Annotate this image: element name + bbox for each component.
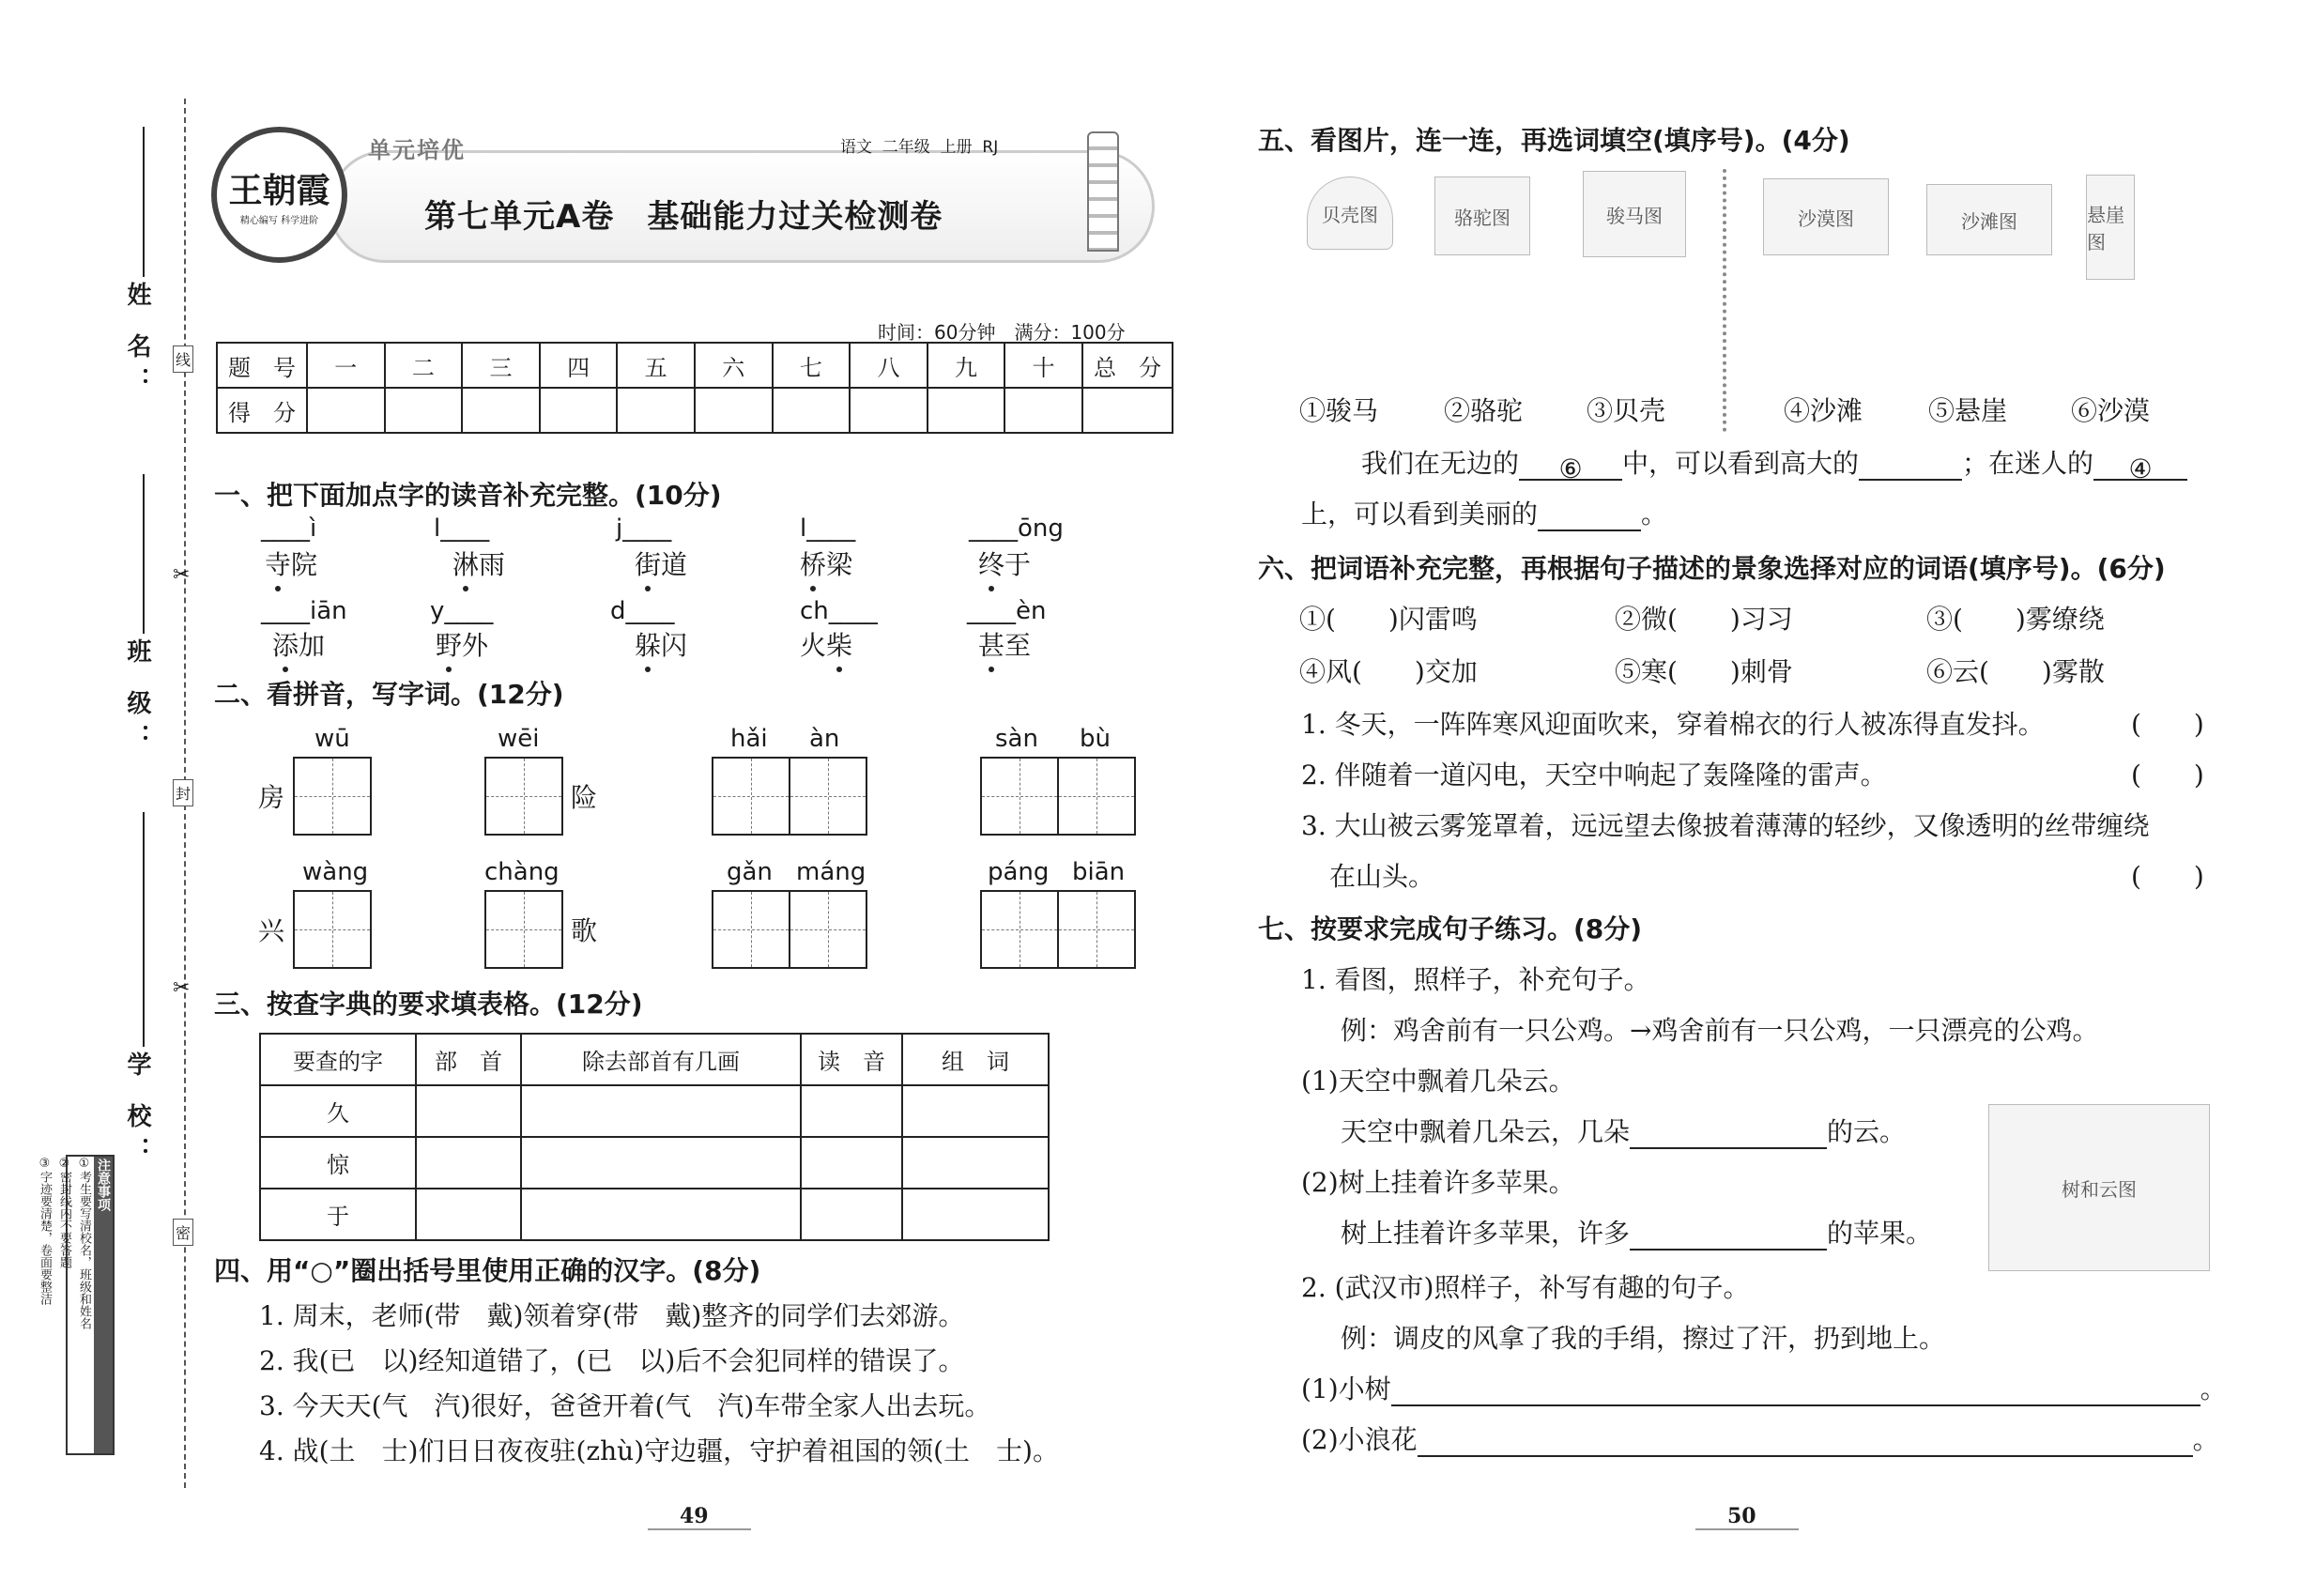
dict-input[interactable] (801, 1137, 902, 1189)
q2-write-box[interactable] (712, 890, 790, 969)
q1-pinyin[interactable]: l____ (434, 514, 490, 543)
name-label: 姓 名： (123, 282, 151, 402)
dict-char: 久 (260, 1085, 416, 1137)
q2-pinyin: biān (1072, 858, 1126, 886)
page-ornament-left (648, 1528, 751, 1530)
dict-input[interactable] (521, 1137, 801, 1189)
note-1: ①考生要写清校名，班级和姓名 (77, 1157, 91, 1329)
q2-write-box[interactable] (484, 890, 563, 969)
q2-title: 二、看拼音，写字词。(12分) (214, 679, 564, 710)
q7-item-2-fill: 树上挂着许多苹果，许多 的苹果。 (1341, 1218, 1933, 1249)
q2-write-box[interactable] (789, 757, 867, 836)
score-cell: 四 (540, 343, 618, 388)
q1-word: 街道 (635, 549, 688, 580)
q2-write-box[interactable] (712, 757, 790, 836)
dict-input[interactable] (521, 1189, 801, 1240)
page-title: 第七单元A卷 基础能力过关检测卷 (424, 198, 943, 236)
q6-title: 六、把词语补充完整，再根据句子描述的景象选择对应的词语(填序号)。(6分) (1258, 553, 2166, 584)
q5-option: ③贝壳 (1587, 395, 1666, 426)
q2-pinyin: máng (796, 858, 866, 886)
q1-pinyin[interactable]: ____ōng (969, 514, 1064, 543)
q6-sentence: 2. 伴随着一道闪电，天空中响起了轰隆隆的雷声。 (1301, 760, 1887, 790)
q4-title: 四、用“○”圈出括号里使用正确的汉字。(8分) (214, 1255, 761, 1286)
dict-header: 组 词 (902, 1034, 1049, 1085)
q1-pinyin[interactable]: j____ (616, 514, 672, 543)
score-cell: 一 (307, 343, 385, 388)
school-label: 学 校： (123, 1051, 151, 1172)
dict-header: 部 首 (416, 1034, 521, 1085)
dict-header: 除去部首有几画 (521, 1034, 801, 1085)
dict-input[interactable] (902, 1189, 1049, 1240)
line-mark-xian: 线 (173, 345, 193, 373)
q2-write-box[interactable] (789, 890, 867, 969)
dict-input[interactable] (416, 1085, 521, 1137)
connect-dots-line (1723, 169, 1726, 432)
picture-horse: 骏马图 (1583, 171, 1686, 257)
score-cell: 八 (850, 343, 928, 388)
q5-option: ④沙滩 (1784, 395, 1863, 426)
q5-sentence-1: 我们在无边的 ⑥ 中，可以看到高大的 ；在迷人的 ④ (1361, 447, 2187, 481)
q7-item-1: (1)天空中飘着几朵云。 (1301, 1066, 1575, 1097)
dict-char: 于 (260, 1189, 416, 1240)
q2-pinyin: chàng (484, 858, 560, 886)
q6-answer[interactable]: ( ) (2131, 861, 2204, 892)
q7-write-line-2[interactable] (1418, 1429, 2193, 1457)
q7-write-line-1[interactable] (1391, 1378, 2200, 1406)
q6-word[interactable]: ③( )雾缭绕 (1926, 604, 2105, 635)
q1-title: 一、把下面加点字的读音补充完整。(10分) (214, 480, 722, 511)
picture-shell: 贝壳图 (1307, 176, 1393, 250)
q2-pre: 兴 (258, 915, 285, 946)
score-cell: 十 (1004, 343, 1082, 388)
score-cell: 九 (928, 343, 1005, 388)
q6-sentence: 在山头。 (1329, 861, 1435, 892)
score-input[interactable] (695, 388, 773, 433)
line-mark-mi: 密 (173, 1219, 193, 1246)
q2-pinyin: wū (314, 725, 350, 753)
q2-write-box[interactable] (980, 890, 1059, 969)
q5-option: ⑤悬崖 (1928, 395, 2008, 426)
picture-beach: 沙滩图 (1926, 184, 2052, 255)
q1-pinyin[interactable]: ch____ (800, 597, 878, 625)
q2-post: 歌 (571, 915, 598, 946)
q7-part2: 2. (武汉市)照样子，补写有趣的句子。 (1301, 1272, 1750, 1303)
lighthouse-icon (1087, 131, 1119, 252)
q6-word[interactable]: ④风( )交加 (1299, 656, 1478, 687)
dict-header: 要查的字 (260, 1034, 416, 1085)
q1-word: 桥梁 (800, 549, 853, 580)
scissors-icon: ✂ (173, 563, 191, 587)
q2-write-box[interactable] (1057, 890, 1136, 969)
q2-write-box[interactable] (293, 757, 372, 836)
q7-example-2: 例：调皮的风拿了我的手绢，擦过了汗，扔到地上。 (1341, 1323, 1946, 1354)
q2-write-box[interactable] (484, 757, 563, 836)
q2-pinyin: gǎn (727, 858, 773, 886)
score-input[interactable] (617, 388, 695, 433)
q5-blank-3[interactable]: ④ (2093, 453, 2187, 481)
logo-text: 王朝霞 (228, 170, 330, 210)
q2-pinyin: páng (988, 858, 1050, 886)
q6-word[interactable]: ⑤寒( )刺骨 (1615, 656, 1793, 687)
page-ornament-right (1695, 1528, 1799, 1530)
q1-word: 寺院 (265, 549, 318, 580)
class-line (143, 474, 145, 634)
q1-word: 添加 (272, 630, 326, 661)
q4-line[interactable]: 3. 今天天(气 汽)很好，爸爸开着(气 汽)车带全家人出去玩。 (259, 1390, 991, 1421)
score-cell-total: 总 分 (1082, 343, 1173, 388)
q5-option: ①骏马 (1299, 395, 1379, 426)
note-2: ②密封线内不要答题 (57, 1157, 71, 1268)
dict-input[interactable] (801, 1085, 902, 1137)
score-cell: 二 (385, 343, 463, 388)
school-line (143, 812, 145, 1047)
q2-pre: 房 (258, 782, 285, 813)
q5-blank-2[interactable] (1859, 453, 1962, 481)
score-input[interactable] (385, 388, 463, 433)
score-input[interactable] (307, 388, 385, 433)
q1-word: 躲闪 (635, 630, 688, 661)
q7-blank-1[interactable] (1630, 1121, 1827, 1149)
page-number-right: 50 (1727, 1504, 1756, 1528)
q6-sentence: 3. 大山被云雾笼罩着，远远望去像披着薄薄的轻纱，又像透明的丝带缠绕 (1301, 810, 2150, 841)
q1-word: 野外 (436, 630, 489, 661)
dict-input[interactable] (521, 1085, 801, 1137)
q5-blank-1[interactable]: ⑥ (1519, 453, 1622, 481)
q4-line[interactable]: 2. 我(已 以)经知道错了，(已 以)后不会犯同样的错误了。 (259, 1345, 965, 1376)
logo-sub: 精心编写 科学进阶 (239, 215, 319, 226)
dict-input[interactable] (902, 1137, 1049, 1189)
header-meta: 语文 二年级 上册 RJ (840, 138, 999, 157)
score-cell-label: 题 号 (217, 343, 307, 388)
dict-char: 惊 (260, 1137, 416, 1189)
q2-write-box[interactable] (980, 757, 1059, 836)
note-3: ③字迹要清楚，卷面要整洁 (38, 1157, 52, 1305)
q5-option: ⑥沙漠 (2071, 395, 2151, 426)
score-input[interactable] (928, 388, 1005, 433)
q7-item-1-fill: 天空中飘着几朵云，几朵 的云。 (1341, 1116, 1907, 1147)
score-input[interactable] (462, 388, 540, 433)
q7-example-1: 例：鸡舍前有一只公鸡。→鸡舍前有一只公鸡，一只漂亮的公鸡。 (1341, 1015, 2099, 1046)
score-cell: 七 (773, 343, 851, 388)
q6-answer[interactable]: ( ) (2131, 709, 2204, 740)
series-label: 单元培优 (368, 137, 466, 163)
page-number-left: 49 (680, 1504, 709, 1528)
q1-pinyin[interactable]: ____èn (967, 597, 1047, 625)
q1-word: 甚至 (978, 630, 1032, 661)
score-input[interactable] (1004, 388, 1082, 433)
q1-word: 火柴 (800, 630, 853, 661)
notes-box (38, 1155, 115, 1455)
score-cell: 六 (695, 343, 773, 388)
q1-pinyin[interactable]: l____ (800, 514, 856, 543)
dict-input[interactable] (416, 1137, 521, 1189)
score-cell: 五 (617, 343, 695, 388)
q6-word[interactable]: ②微( )习习 (1615, 604, 1793, 635)
q6-word[interactable]: ①( )闪雷鸣 (1299, 604, 1478, 635)
score-input[interactable] (1082, 388, 1173, 433)
q6-word[interactable]: ⑥云( )雾散 (1926, 656, 2105, 687)
dict-header: 读 音 (801, 1034, 902, 1085)
picture-camel: 骆驼图 (1434, 176, 1530, 255)
score-table (216, 342, 1173, 434)
q7-title: 七、按要求完成句子练习。(8分) (1258, 913, 1643, 944)
dictionary-table (259, 1033, 1050, 1241)
q1-pinyin[interactable]: ____iān (261, 597, 347, 625)
picture-cliff: 悬崖图 (2086, 175, 2135, 280)
q1-pinyin[interactable]: d____ (610, 597, 675, 625)
q7-write-1: (1)小树 。 (1301, 1373, 2227, 1404)
q7-write-2: (2)小浪花 。 (1301, 1424, 2219, 1455)
time-full: 时间：60分钟 满分：100分 (878, 321, 1126, 344)
picture-desert: 沙漠图 (1763, 178, 1889, 255)
q2-post: 险 (571, 782, 598, 813)
dict-input[interactable] (801, 1189, 902, 1240)
logo (211, 127, 347, 263)
name-line (143, 127, 145, 277)
q5-sentence-2: 上，可以看到美丽的 。 (1301, 499, 1668, 529)
q2-pinyin: wēi (498, 725, 540, 753)
score-cell: 三 (462, 343, 540, 388)
q7-item-2: (2)树上挂着许多苹果。 (1301, 1167, 1575, 1198)
q2-write-box[interactable] (1057, 757, 1136, 836)
q2-pinyin: sàn (995, 725, 1038, 753)
q1-word: 终于 (978, 549, 1032, 580)
q6-sentence: 1. 冬天，一阵阵寒风迎面吹来，穿着棉衣的行人被冻得直发抖。 (1301, 709, 2045, 740)
score-input[interactable] (850, 388, 928, 433)
q1-pinyin[interactable]: ____ì (261, 514, 317, 543)
q7-part1: 1. 看图，照样子，补充句子。 (1301, 964, 1650, 995)
q5-title: 五、看图片，连一连，再选词填空(填序号)。(4分) (1258, 125, 1850, 156)
q4-line[interactable]: 4. 战(土 士)们日日夜夜驻(zhù)守边疆，守护着祖国的领(土 士)。 (259, 1435, 1059, 1466)
class-label: 班 级： (123, 638, 151, 759)
q5-option: ②骆驼 (1444, 395, 1524, 426)
score-input[interactable] (540, 388, 618, 433)
picture-trees-clouds: 树和云图 (1988, 1104, 2210, 1271)
q2-write-box[interactable] (293, 890, 372, 969)
score-row-label: 得 分 (217, 388, 307, 433)
q2-pinyin: hǎi (730, 725, 768, 753)
line-mark-feng: 封 (173, 779, 193, 806)
score-input[interactable] (773, 388, 851, 433)
q5-blank-4[interactable] (1538, 503, 1641, 531)
scissors-icon: ✂ (173, 976, 191, 1000)
q6-answer[interactable]: ( ) (2131, 760, 2204, 790)
dict-input[interactable] (902, 1085, 1049, 1137)
q2-pinyin: àn (809, 725, 840, 753)
q2-pinyin: wàng (302, 858, 369, 886)
q2-pinyin: bù (1080, 725, 1111, 753)
q7-blank-2[interactable] (1630, 1222, 1827, 1251)
dict-input[interactable] (416, 1189, 521, 1240)
q3-title: 三、按查字典的要求填表格。(12分) (214, 989, 643, 1020)
notes-title: 注意事项 (94, 1157, 113, 1453)
q1-pinyin[interactable]: y____ (430, 597, 494, 625)
q4-line[interactable]: 1. 周末，老师(带 戴)领着穿(带 戴)整齐的同学们去郊游。 (259, 1300, 965, 1331)
q1-word: 淋雨 (452, 549, 506, 580)
